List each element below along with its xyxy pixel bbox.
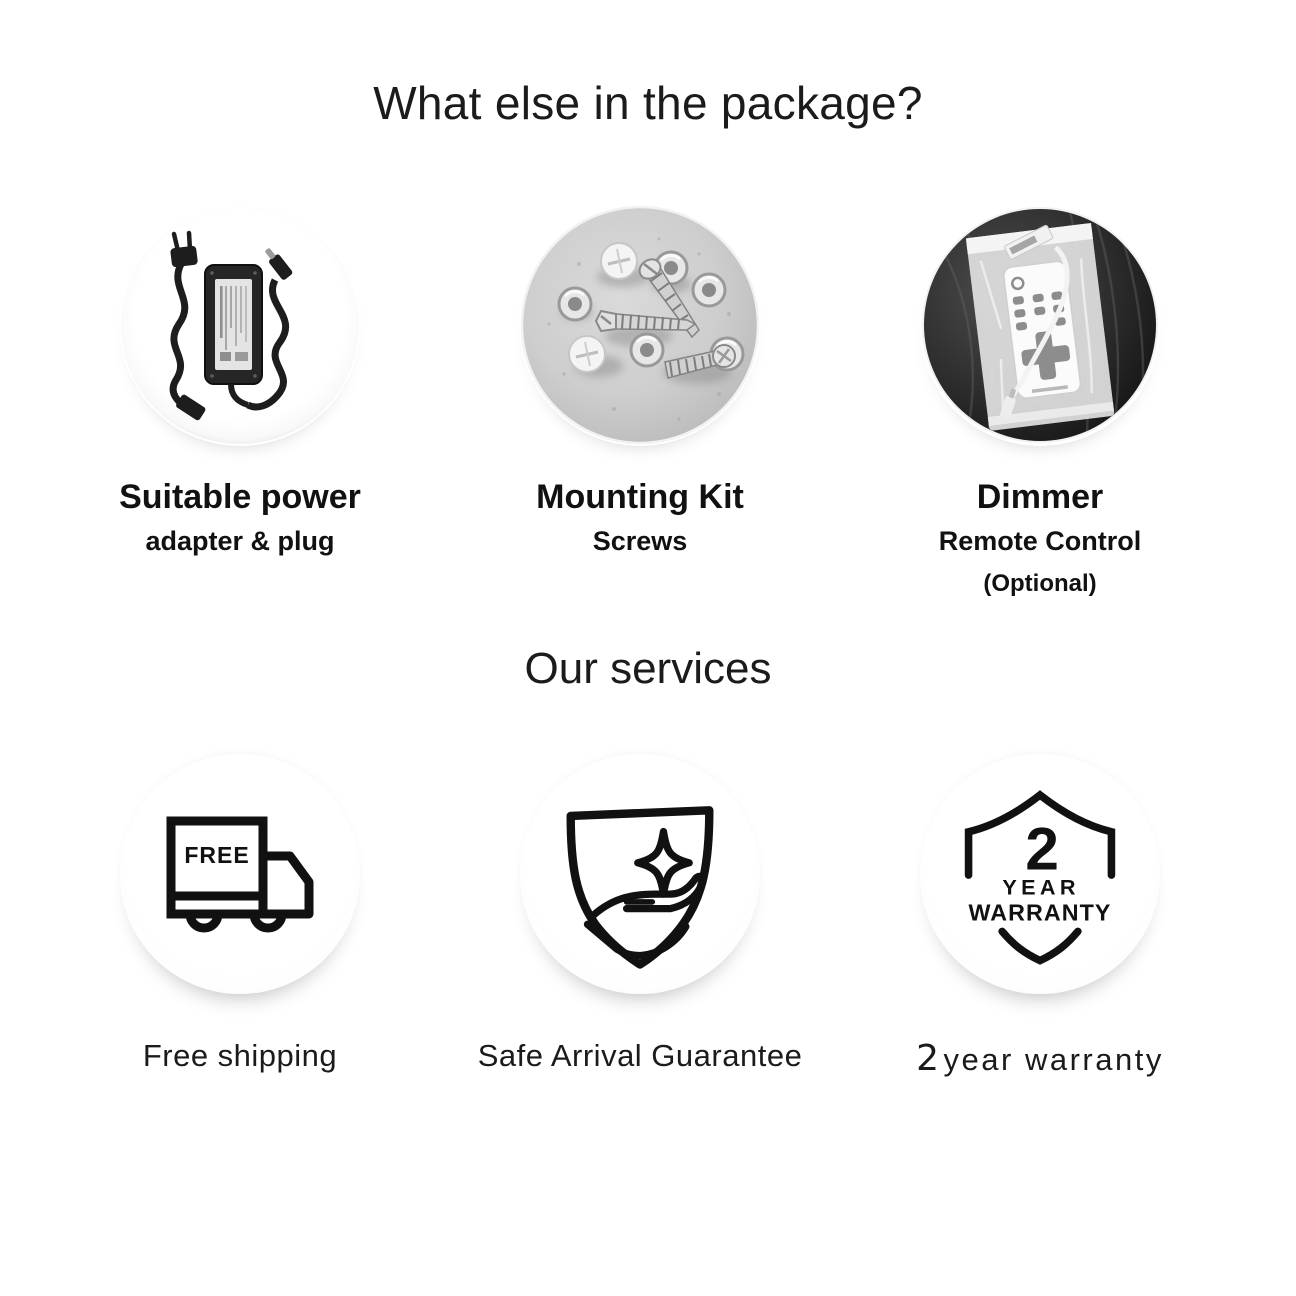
package-item-dimmer xyxy=(840,204,1240,598)
sparkle-star-icon xyxy=(638,832,689,895)
power-adapter-illustration xyxy=(119,204,361,446)
screws-illustration xyxy=(519,204,761,446)
package-item-title: Mounting Kit xyxy=(536,478,744,516)
power-adapter-photo xyxy=(119,204,361,446)
service-label: Safe Arrival Guarantee xyxy=(477,1038,803,1073)
warranty-shield-icon xyxy=(948,782,1132,966)
package-item-title: Suitable power xyxy=(119,478,361,516)
package-item-subtitle: Screws xyxy=(592,526,688,556)
free-shipping-badge xyxy=(120,754,360,994)
free-shipping-truck-icon xyxy=(161,810,319,938)
service-free-shipping xyxy=(40,754,440,1079)
warranty-warranty-text: WARRANTY xyxy=(968,899,1112,926)
truck-free-text: FREE xyxy=(184,842,250,868)
plastic-bag xyxy=(965,219,1114,431)
adapter-brick xyxy=(205,265,262,384)
package-item-title: Dimmer xyxy=(976,478,1104,516)
warranty-label-number: 2 xyxy=(916,1038,940,1079)
safe-arrival-badge xyxy=(520,754,760,994)
service-safe-arrival xyxy=(440,754,840,1079)
truck-cab xyxy=(263,856,309,914)
package-item-note: (Optional) xyxy=(983,570,1097,597)
page-title: What else in the package? xyxy=(373,77,923,129)
service-label: Free shipping xyxy=(142,1038,338,1073)
package-item-power-adapter xyxy=(40,204,440,598)
warranty-badge xyxy=(920,754,1160,994)
service-label xyxy=(916,1038,1164,1079)
package-items-row xyxy=(0,204,1296,598)
package-item-subtitle: adapter & plug xyxy=(145,526,335,556)
services-row xyxy=(0,754,1296,1079)
package-item-subtitle: Remote Control xyxy=(938,526,1142,556)
package-item-mounting-kit xyxy=(440,204,840,598)
mounting-kit-photo xyxy=(519,204,761,446)
warranty-label-text: year warranty xyxy=(943,1042,1164,1077)
warranty-number: 2 xyxy=(1025,814,1060,883)
safe-arrival-shield-icon xyxy=(545,779,735,969)
shield-bottom xyxy=(1002,931,1078,960)
service-warranty xyxy=(840,754,1240,1079)
dimmer-remote-photo xyxy=(919,204,1161,446)
remote-control-illustration xyxy=(919,204,1161,446)
services-title: Our services xyxy=(524,644,772,693)
warranty-year-text: YEAR xyxy=(1002,874,1080,900)
